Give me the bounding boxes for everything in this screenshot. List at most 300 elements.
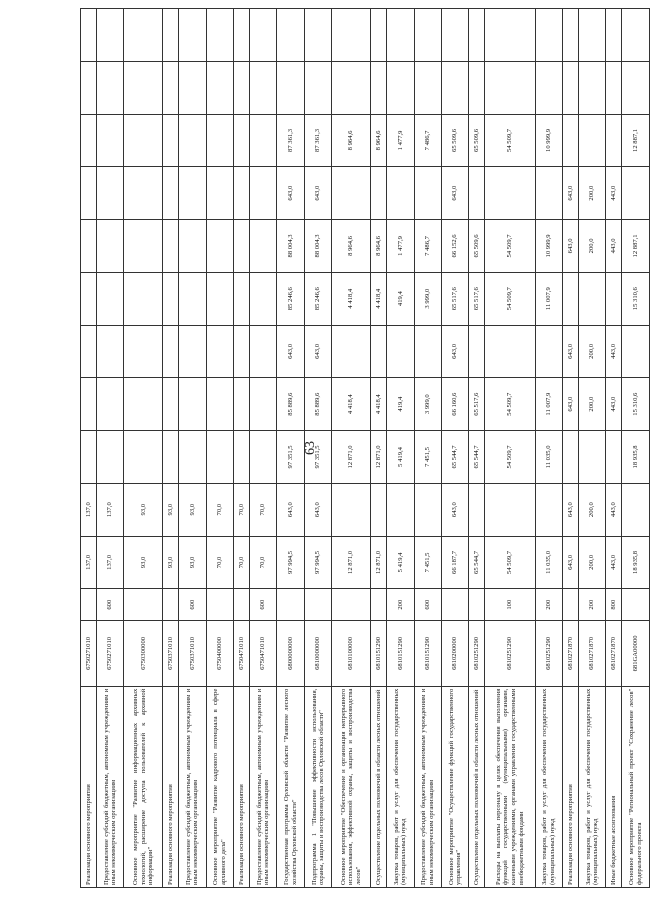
row-value-cell: 54 509,7 [485, 220, 535, 273]
row-value-cell: 643,0 [277, 483, 304, 536]
row-name-cell: Реализация основного мероприятия [163, 686, 179, 887]
row-value-cell [124, 325, 163, 378]
row-value-cell [332, 61, 371, 114]
row-code-cell: 6810151290 [371, 621, 387, 687]
row-value-cell [485, 9, 535, 62]
table-row [469, 9, 485, 888]
row-value-cell [206, 61, 233, 114]
row-value-cell: 18 935,8 [622, 536, 650, 589]
row-value-cell: 8 964,6 [371, 114, 387, 167]
row-value-cell [563, 9, 579, 62]
row-vr-cell: 600 [179, 589, 206, 621]
row-value-cell [332, 483, 371, 536]
row-value-cell: 54 509,7 [485, 536, 535, 589]
row-value-cell: 97 994,5 [304, 536, 331, 589]
row-value-cell: 88 004,3 [277, 220, 304, 273]
table-row [535, 9, 562, 888]
row-value-cell: 11 007,9 [535, 378, 562, 431]
row-value-cell [81, 272, 97, 325]
row-value-cell: 65 544,7 [469, 536, 485, 589]
row-value-cell: 12 887,1 [622, 114, 650, 167]
row-value-cell [277, 9, 304, 62]
row-value-cell: 643,0 [441, 483, 468, 536]
row-value-cell [277, 61, 304, 114]
row-value-cell [234, 61, 250, 114]
row-value-cell: 15 310,6 [622, 378, 650, 431]
row-value-cell: 643,0 [304, 483, 331, 536]
row-value-cell: 643,0 [277, 325, 304, 378]
table-row [579, 9, 606, 888]
row-value-cell [234, 220, 250, 273]
row-value-cell: 70,0 [206, 483, 233, 536]
row-vr-cell [622, 589, 650, 621]
row-value-cell [606, 61, 622, 114]
row-value-cell: 200,0 [579, 378, 606, 431]
row-value-cell [81, 61, 97, 114]
row-value-cell [179, 272, 206, 325]
row-value-cell: 54 509,7 [485, 272, 535, 325]
row-name-cell: Основное мероприятие "Региональный проект "Сохранение лесов" федерального проекта [622, 686, 650, 887]
row-value-cell: 93,0 [163, 536, 179, 589]
row-value-cell: 93,0 [179, 483, 206, 536]
row-value-cell: 4 418,4 [371, 378, 387, 431]
row-name-cell: Основное мероприятие "Развитие кадрового потенциала в сфере архивного дела" [206, 686, 233, 887]
table-row [387, 9, 414, 888]
row-value-cell: 12 871,0 [371, 536, 387, 589]
row-name-cell: Основное мероприятие "Обеспечение и организация непрерывного использования, эффективной охраны, защиты и воспроизводства лесов" [332, 686, 371, 887]
row-value-cell [179, 431, 206, 484]
row-name-cell: Государственная программа Орловской области "Развитие лесного хозяйства Орловской области" [277, 686, 304, 887]
row-value-cell [234, 167, 250, 220]
row-value-cell: 11 007,9 [535, 272, 562, 325]
row-value-cell: 97 351,5 [304, 431, 331, 484]
row-value-cell: 643,0 [441, 167, 468, 220]
row-value-cell [163, 9, 179, 62]
budget-table [80, 8, 650, 888]
row-value-cell [414, 9, 441, 62]
row-vr-cell: 200 [535, 589, 562, 621]
row-value-cell [179, 167, 206, 220]
row-value-cell [81, 431, 97, 484]
row-value-cell [622, 167, 650, 220]
row-value-cell [234, 272, 250, 325]
row-code-cell: 6750300000 [124, 621, 163, 687]
row-vr-cell [277, 589, 304, 621]
row-value-cell: 85 246,6 [304, 272, 331, 325]
row-value-cell [469, 325, 485, 378]
row-value-cell [622, 483, 650, 536]
row-value-cell: 7 486,7 [414, 220, 441, 273]
row-value-cell [163, 61, 179, 114]
row-value-cell: 54 509,7 [485, 114, 535, 167]
row-value-cell [535, 167, 562, 220]
row-value-cell [332, 325, 371, 378]
row-value-cell [179, 220, 206, 273]
row-value-cell [124, 114, 163, 167]
row-value-cell [579, 61, 606, 114]
table-row [206, 9, 233, 888]
table-row [622, 9, 650, 888]
row-value-cell: 4 418,4 [371, 272, 387, 325]
row-code-cell: 6810251290 [469, 621, 485, 687]
row-value-cell: 18 935,8 [622, 431, 650, 484]
row-value-cell: 643,0 [563, 536, 579, 589]
row-value-cell [81, 114, 97, 167]
row-value-cell: 93,0 [179, 536, 206, 589]
row-value-cell: 137,0 [96, 483, 123, 536]
row-value-cell [81, 220, 97, 273]
row-code-cell: 6750271010 [96, 621, 123, 687]
row-value-cell [234, 431, 250, 484]
page-number: 63 [303, 441, 318, 455]
table-row [277, 9, 304, 888]
row-value-cell: 7 486,7 [414, 114, 441, 167]
row-value-cell [563, 272, 579, 325]
row-code-cell: 6810151290 [414, 621, 441, 687]
row-value-cell: 5 419,4 [387, 536, 414, 589]
row-value-cell [485, 61, 535, 114]
row-value-cell: 8 964,6 [332, 220, 371, 273]
row-name-cell: Основное мероприятие "Осуществление функций государственного управления" [441, 686, 468, 887]
table-row [179, 9, 206, 888]
row-name-cell: Основное мероприятие "Развитие информационных архивных технологий, расширение доступа пользователей к архивной информации" [124, 686, 163, 887]
row-name-cell: Реализация основного мероприятия [563, 686, 579, 887]
row-value-cell: 643,0 [441, 325, 468, 378]
budget-table-body [81, 9, 650, 888]
row-value-cell [441, 61, 468, 114]
row-value-cell: 7 451,5 [414, 431, 441, 484]
row-value-cell: 93,0 [124, 483, 163, 536]
row-code-cell: 6810271870 [579, 621, 606, 687]
row-name-cell: Предоставление субсидий бюджетным, автономным учреждениям и иным некоммерческим организациям [179, 686, 206, 887]
row-value-cell [371, 325, 387, 378]
row-code-cell: 6810251290 [535, 621, 562, 687]
row-value-cell [535, 61, 562, 114]
row-value-cell: 137,0 [81, 536, 97, 589]
row-value-cell: 11 035,0 [535, 431, 562, 484]
row-name-cell: Реализация основного мероприятия [234, 686, 250, 887]
row-value-cell: 443,0 [606, 536, 622, 589]
row-code-cell: 6750271010 [81, 621, 97, 687]
row-value-cell [622, 9, 650, 62]
row-value-cell: 443,0 [606, 167, 622, 220]
row-vr-cell [441, 589, 468, 621]
row-code-cell: 6750471010 [234, 621, 250, 687]
row-value-cell: 54 509,7 [485, 431, 535, 484]
row-value-cell: 65 517,6 [441, 272, 468, 325]
row-value-cell [332, 167, 371, 220]
row-value-cell: 85 889,6 [277, 378, 304, 431]
row-value-cell: 87 361,3 [277, 114, 304, 167]
row-vr-cell: 600 [250, 589, 277, 621]
row-value-cell [206, 272, 233, 325]
row-value-cell: 65 517,6 [469, 272, 485, 325]
row-value-cell [535, 9, 562, 62]
row-name-cell: Предоставление субсидий бюджетным, автономным учреждениям и иным некоммерческим организациям [96, 686, 123, 887]
row-value-cell [622, 61, 650, 114]
row-value-cell [622, 325, 650, 378]
row-value-cell: 8 964,6 [371, 220, 387, 273]
row-value-cell [371, 167, 387, 220]
row-value-cell [163, 167, 179, 220]
row-vr-cell [234, 589, 250, 621]
row-value-cell: 443,0 [606, 483, 622, 536]
row-value-cell: 12 871,0 [332, 431, 371, 484]
table-row [304, 9, 331, 888]
row-value-cell [206, 9, 233, 62]
row-value-cell [469, 167, 485, 220]
row-value-cell: 93,0 [163, 483, 179, 536]
row-value-cell: 10 999,9 [535, 220, 562, 273]
row-value-cell: 65 509,6 [469, 114, 485, 167]
row-value-cell: 70,0 [234, 536, 250, 589]
table-row [96, 9, 123, 888]
table-row [563, 9, 579, 888]
budget-table-container [80, 8, 650, 888]
rotated-page [80, 8, 650, 888]
row-vr-cell [371, 589, 387, 621]
row-value-cell: 65 544,7 [469, 431, 485, 484]
row-value-cell [535, 325, 562, 378]
row-value-cell: 643,0 [563, 220, 579, 273]
row-value-cell [124, 220, 163, 273]
row-vr-cell [81, 589, 97, 621]
row-value-cell: 11 035,0 [535, 536, 562, 589]
row-name-cell: Осуществление отдельных полномочий в области лесных отношений [371, 686, 387, 887]
row-code-cell: 6750371010 [163, 621, 179, 687]
row-value-cell: 3 999,0 [414, 378, 441, 431]
row-value-cell [371, 483, 387, 536]
row-value-cell: 200,0 [579, 536, 606, 589]
row-value-cell: 66 160,6 [441, 378, 468, 431]
row-code-cell: 6810251290 [485, 621, 535, 687]
row-value-cell [469, 9, 485, 62]
row-value-cell: 12 887,1 [622, 220, 650, 273]
row-value-cell: 643,0 [563, 378, 579, 431]
row-name-cell: Закупка товаров, работ и услуг для обеспечения государственных (муниципальных) нужд [535, 686, 562, 887]
row-code-cell: 6750400000 [206, 621, 233, 687]
row-value-cell [250, 378, 277, 431]
row-value-cell [81, 378, 97, 431]
row-value-cell [304, 9, 331, 62]
row-vr-cell: 200 [579, 589, 606, 621]
row-value-cell [81, 325, 97, 378]
row-value-cell: 643,0 [304, 325, 331, 378]
row-value-cell [206, 378, 233, 431]
row-value-cell [206, 220, 233, 273]
row-value-cell: 643,0 [304, 167, 331, 220]
row-value-cell [179, 114, 206, 167]
row-value-cell [179, 378, 206, 431]
row-value-cell [250, 431, 277, 484]
row-value-cell: 10 999,9 [535, 114, 562, 167]
row-value-cell: 70,0 [234, 483, 250, 536]
row-value-cell: 443,0 [606, 220, 622, 273]
row-value-cell: 70,0 [206, 536, 233, 589]
row-value-cell: 643,0 [277, 167, 304, 220]
row-value-cell [96, 272, 123, 325]
row-code-cell: 6750471010 [250, 621, 277, 687]
row-vr-cell [563, 589, 579, 621]
row-value-cell [579, 114, 606, 167]
row-value-cell: 200,0 [579, 483, 606, 536]
table-row [81, 9, 97, 888]
row-value-cell [96, 378, 123, 431]
row-value-cell [563, 431, 579, 484]
row-code-cell: 6810151290 [387, 621, 414, 687]
row-value-cell [163, 325, 179, 378]
row-value-cell [163, 272, 179, 325]
row-value-cell [563, 114, 579, 167]
row-value-cell: 4 418,4 [332, 272, 371, 325]
row-value-cell: 419,4 [387, 272, 414, 325]
row-value-cell [485, 167, 535, 220]
row-value-cell [387, 483, 414, 536]
row-value-cell [414, 325, 441, 378]
row-value-cell [414, 61, 441, 114]
row-value-cell [250, 220, 277, 273]
row-value-cell [332, 9, 371, 62]
row-value-cell: 97 994,5 [277, 536, 304, 589]
row-value-cell: 66 187,7 [441, 536, 468, 589]
row-value-cell: 65 509,6 [469, 220, 485, 273]
row-vr-cell [332, 589, 371, 621]
row-value-cell [234, 9, 250, 62]
row-name-cell: Закупка товаров, работ и услуг для обеспечения государственных (муниципальных) нужд [579, 686, 606, 887]
row-value-cell [96, 220, 123, 273]
row-value-cell [579, 272, 606, 325]
row-value-cell: 443,0 [606, 378, 622, 431]
row-value-cell [96, 167, 123, 220]
row-vr-cell: 800 [606, 589, 622, 621]
row-value-cell [441, 9, 468, 62]
row-value-cell [96, 61, 123, 114]
row-value-cell [163, 378, 179, 431]
row-code-cell: 6810271870 [606, 621, 622, 687]
row-value-cell [179, 325, 206, 378]
row-value-cell [96, 9, 123, 62]
row-value-cell [124, 9, 163, 62]
row-value-cell [414, 483, 441, 536]
row-value-cell [387, 167, 414, 220]
row-value-cell: 54 509,7 [485, 378, 535, 431]
row-value-cell [387, 61, 414, 114]
row-value-cell [606, 272, 622, 325]
row-value-cell [124, 61, 163, 114]
row-value-cell [606, 9, 622, 62]
row-name-cell: Предоставление субсидий бюджетным, автономным учреждениям и иным некоммерческим организациям [250, 686, 277, 887]
row-value-cell: 87 361,3 [304, 114, 331, 167]
row-value-cell: 3 999,0 [414, 272, 441, 325]
row-code-cell: 6810200000 [441, 621, 468, 687]
row-value-cell: 200,0 [579, 220, 606, 273]
row-value-cell [206, 325, 233, 378]
row-value-cell: 643,0 [563, 167, 579, 220]
row-value-cell [371, 9, 387, 62]
row-name-cell: Расходы на выплаты персоналу в целях обеспечения выполнения функций государственными (муниципальными) органами, казенными учреждениями, органами управления государственными внебюджетными фондами [485, 686, 535, 887]
row-value-cell [469, 61, 485, 114]
table-row [332, 9, 371, 888]
row-value-cell [234, 378, 250, 431]
row-value-cell [206, 167, 233, 220]
row-value-cell: 85 889,6 [304, 378, 331, 431]
row-value-cell: 97 351,5 [277, 431, 304, 484]
row-value-cell: 643,0 [563, 325, 579, 378]
table-row [606, 9, 622, 888]
row-value-cell [124, 167, 163, 220]
row-value-cell [96, 114, 123, 167]
row-value-cell [96, 431, 123, 484]
row-value-cell [371, 61, 387, 114]
row-vr-cell [163, 589, 179, 621]
row-name-cell: Реализация основного мероприятия [81, 686, 97, 887]
table-row [414, 9, 441, 888]
row-value-cell [124, 272, 163, 325]
row-value-cell [485, 483, 535, 536]
row-value-cell: 15 310,6 [622, 272, 650, 325]
table-row [250, 9, 277, 888]
row-name-cell: Предоставление субсидий бюджетным, автономным учреждениям и иным некоммерческим организациям [414, 686, 441, 887]
row-code-cell: 6810000000 [304, 621, 331, 687]
row-value-cell: 85 246,6 [277, 272, 304, 325]
row-value-cell [387, 325, 414, 378]
row-vr-cell [304, 589, 331, 621]
row-value-cell [163, 431, 179, 484]
table-row [163, 9, 179, 888]
row-value-cell: 65 517,6 [469, 378, 485, 431]
row-value-cell: 88 004,3 [304, 220, 331, 273]
row-value-cell [163, 220, 179, 273]
row-value-cell: 419,4 [387, 378, 414, 431]
row-vr-cell [206, 589, 233, 621]
row-name-cell: Осуществление отдельных полномочий в области лесных отношений [469, 686, 485, 887]
row-value-cell: 4 418,4 [332, 378, 371, 431]
row-value-cell: 137,0 [81, 483, 97, 536]
row-value-cell [579, 9, 606, 62]
row-value-cell [250, 272, 277, 325]
row-vr-cell: 600 [414, 589, 441, 621]
row-value-cell: 12 871,0 [371, 431, 387, 484]
table-row [234, 9, 250, 888]
row-value-cell [250, 167, 277, 220]
row-code-cell: 6810271870 [563, 621, 579, 687]
row-value-cell: 643,0 [563, 483, 579, 536]
row-value-cell [234, 114, 250, 167]
table-row [124, 9, 163, 888]
row-code-cell: 681GA00000 [622, 621, 650, 687]
row-code-cell: 6800000000 [277, 621, 304, 687]
row-value-cell: 1 477,9 [387, 114, 414, 167]
row-value-cell [206, 114, 233, 167]
row-value-cell: 66 152,6 [441, 220, 468, 273]
row-value-cell [469, 483, 485, 536]
row-value-cell: 8 964,6 [332, 114, 371, 167]
row-name-cell: Закупка товаров, работ и услуг для обеспечения государственных (муниципальных) нужд [387, 686, 414, 887]
row-code-cell: 6810100000 [332, 621, 371, 687]
row-value-cell: 443,0 [606, 325, 622, 378]
table-row [371, 9, 387, 888]
row-vr-cell [469, 589, 485, 621]
row-value-cell [206, 431, 233, 484]
row-value-cell [606, 114, 622, 167]
row-value-cell [304, 61, 331, 114]
table-row [441, 9, 468, 888]
row-vr-cell [124, 589, 163, 621]
row-value-cell: 200,0 [579, 325, 606, 378]
row-value-cell: 12 871,0 [332, 536, 371, 589]
row-value-cell [535, 483, 562, 536]
row-value-cell [124, 378, 163, 431]
